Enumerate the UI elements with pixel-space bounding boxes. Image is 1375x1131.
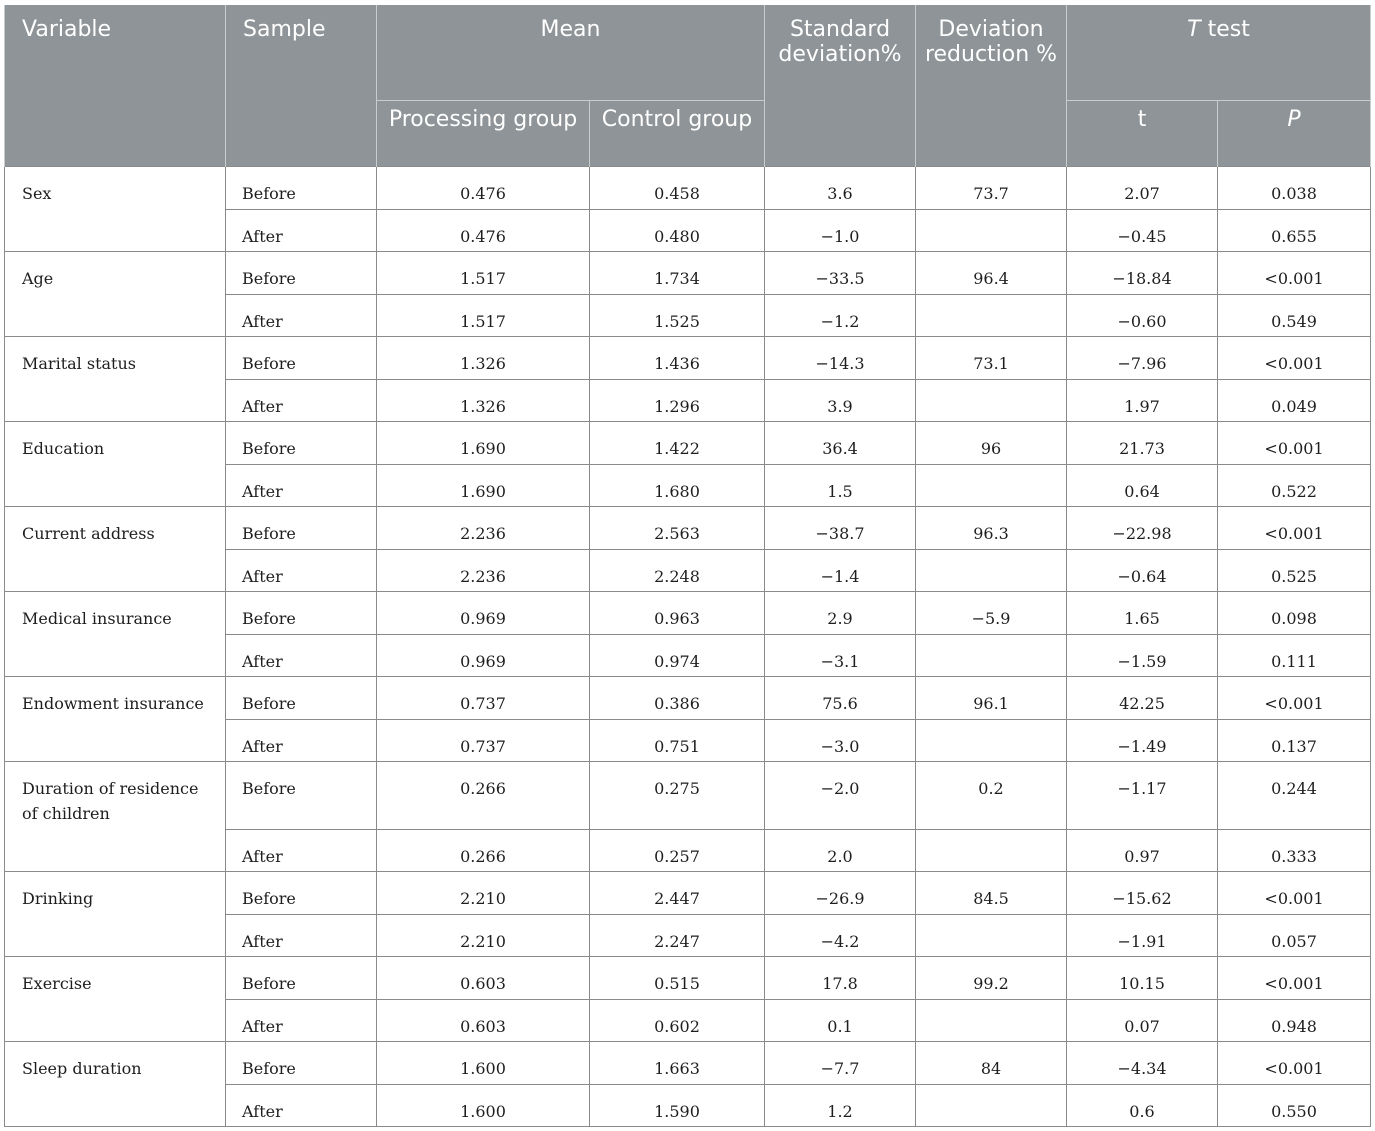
processing-group-cell: 0.969: [377, 634, 590, 676]
header-t-test: [1067, 5, 1371, 100]
sample-cell: After: [226, 634, 377, 676]
processing-group-cell: 0.476: [377, 166, 590, 209]
deviation-reduction-cell: −5.9: [916, 591, 1067, 634]
deviation-reduction-cell: [916, 379, 1067, 421]
standard-deviation-cell: −1.4: [765, 549, 916, 591]
standard-deviation-cell: 3.9: [765, 379, 916, 421]
p-value-cell: <0.001: [1218, 676, 1371, 719]
table-row: [5, 591, 1371, 634]
standard-deviation-cell: 0.1: [765, 999, 916, 1041]
t-value-cell: −0.45: [1067, 209, 1218, 251]
standard-deviation-cell: −3.1: [765, 634, 916, 676]
sample-cell: After: [226, 1084, 377, 1126]
p-value-cell: 0.655: [1218, 209, 1371, 251]
variable-cell: Sleep duration: [5, 1041, 226, 1126]
t-value-cell: −1.17: [1067, 761, 1218, 829]
t-value-cell: 0.97: [1067, 829, 1218, 871]
control-group-cell: 2.563: [590, 506, 765, 549]
p-value-cell: <0.001: [1218, 336, 1371, 379]
deviation-reduction-cell: 96.1: [916, 676, 1067, 719]
variable-cell: Endowment insurance: [5, 676, 226, 761]
control-group-cell: 1.734: [590, 251, 765, 294]
deviation-reduction-cell: 73.1: [916, 336, 1067, 379]
table-row: [5, 956, 1371, 999]
deviation-reduction-cell: [916, 209, 1067, 251]
t-value-cell: −18.84: [1067, 251, 1218, 294]
processing-group-cell: 1.600: [377, 1041, 590, 1084]
p-value-cell: 0.522: [1218, 464, 1371, 506]
sample-cell: Before: [226, 871, 377, 914]
balance-test-table: [4, 5, 1371, 1127]
sample-cell: After: [226, 209, 377, 251]
control-group-cell: 1.296: [590, 379, 765, 421]
processing-group-cell: 0.603: [377, 956, 590, 999]
processing-group-cell: 0.476: [377, 209, 590, 251]
table-row: [5, 1041, 1371, 1084]
header-processing-group: Processing group: [377, 100, 590, 166]
sample-cell: After: [226, 719, 377, 761]
deviation-reduction-cell: [916, 914, 1067, 956]
control-group-cell: 0.963: [590, 591, 765, 634]
standard-deviation-cell: 75.6: [765, 676, 916, 719]
p-value-cell: 0.244: [1218, 761, 1371, 829]
standard-deviation-cell: −1.2: [765, 294, 916, 336]
t-value-cell: −7.96: [1067, 336, 1218, 379]
sample-cell: After: [226, 914, 377, 956]
header-mean: Mean: [377, 5, 765, 100]
control-group-cell: 1.680: [590, 464, 765, 506]
deviation-reduction-cell: [916, 294, 1067, 336]
processing-group-cell: 1.326: [377, 336, 590, 379]
p-value-cell: 0.550: [1218, 1084, 1371, 1126]
t-value-cell: 0.6: [1067, 1084, 1218, 1126]
processing-group-cell: 2.236: [377, 549, 590, 591]
table-row: [5, 676, 1371, 719]
sample-cell: After: [226, 829, 377, 871]
standard-deviation-cell: 17.8: [765, 956, 916, 999]
t-value-cell: 21.73: [1067, 421, 1218, 464]
deviation-reduction-cell: [916, 999, 1067, 1041]
standard-deviation-cell: −26.9: [765, 871, 916, 914]
deviation-reduction-cell: 96: [916, 421, 1067, 464]
standard-deviation-cell: −38.7: [765, 506, 916, 549]
variable-cell: Exercise: [5, 956, 226, 1041]
table-row: [5, 871, 1371, 914]
control-group-cell: 0.602: [590, 999, 765, 1041]
standard-deviation-cell: −3.0: [765, 719, 916, 761]
t-value-cell: 10.15: [1067, 956, 1218, 999]
processing-group-cell: 1.690: [377, 464, 590, 506]
deviation-reduction-cell: 96.3: [916, 506, 1067, 549]
processing-group-cell: 2.210: [377, 914, 590, 956]
deviation-reduction-cell: 96.4: [916, 251, 1067, 294]
standard-deviation-cell: −2.0: [765, 761, 916, 829]
p-value-cell: 0.137: [1218, 719, 1371, 761]
t-value-cell: 2.07: [1067, 166, 1218, 209]
control-group-cell: 2.247: [590, 914, 765, 956]
deviation-reduction-cell: [916, 549, 1067, 591]
t-value-cell: −1.59: [1067, 634, 1218, 676]
sample-cell: Before: [226, 421, 377, 464]
standard-deviation-cell: 36.4: [765, 421, 916, 464]
variable-cell: Marital status: [5, 336, 226, 421]
deviation-reduction-cell: 99.2: [916, 956, 1067, 999]
control-group-cell: 0.480: [590, 209, 765, 251]
control-group-cell: 1.436: [590, 336, 765, 379]
sample-cell: Before: [226, 166, 377, 209]
processing-group-cell: 1.600: [377, 1084, 590, 1126]
control-group-cell: 1.590: [590, 1084, 765, 1126]
sample-cell: Before: [226, 676, 377, 719]
control-group-cell: 0.386: [590, 676, 765, 719]
control-group-cell: 2.248: [590, 549, 765, 591]
p-value-cell: 0.057: [1218, 914, 1371, 956]
sample-cell: Before: [226, 1041, 377, 1084]
table-row: [5, 336, 1371, 379]
processing-group-cell: 0.737: [377, 676, 590, 719]
sample-cell: Before: [226, 761, 377, 829]
variable-cell: Current address: [5, 506, 226, 591]
p-value-cell: <0.001: [1218, 251, 1371, 294]
header-t: t: [1067, 100, 1218, 166]
t-value-cell: 0.64: [1067, 464, 1218, 506]
control-group-cell: 0.275: [590, 761, 765, 829]
table-row: [5, 251, 1371, 294]
t-value-cell: 1.65: [1067, 591, 1218, 634]
processing-group-cell: 2.236: [377, 506, 590, 549]
sample-cell: Before: [226, 956, 377, 999]
standard-deviation-cell: 2.9: [765, 591, 916, 634]
table-row: [5, 761, 1371, 829]
standard-deviation-cell: −1.0: [765, 209, 916, 251]
control-group-cell: 2.447: [590, 871, 765, 914]
variable-cell: Drinking: [5, 871, 226, 956]
control-group-cell: 0.515: [590, 956, 765, 999]
standard-deviation-cell: −33.5: [765, 251, 916, 294]
p-value-cell: 0.333: [1218, 829, 1371, 871]
header-sample: Sample: [226, 5, 377, 166]
sample-cell: After: [226, 464, 377, 506]
processing-group-cell: 0.737: [377, 719, 590, 761]
t-value-cell: −0.64: [1067, 549, 1218, 591]
control-group-cell: 0.458: [590, 166, 765, 209]
standard-deviation-cell: 3.6: [765, 166, 916, 209]
variable-cell: Duration of residence of children: [5, 761, 226, 871]
standard-deviation-cell: 1.2: [765, 1084, 916, 1126]
deviation-reduction-cell: 0.2: [916, 761, 1067, 829]
processing-group-cell: 1.517: [377, 251, 590, 294]
deviation-reduction-cell: [916, 719, 1067, 761]
t-value-cell: −0.60: [1067, 294, 1218, 336]
sample-cell: After: [226, 549, 377, 591]
variable-cell: Education: [5, 421, 226, 506]
table-row: [5, 166, 1371, 209]
processing-group-cell: 0.603: [377, 999, 590, 1041]
deviation-reduction-cell: 84: [916, 1041, 1067, 1084]
p-value-cell: 0.549: [1218, 294, 1371, 336]
p-value-cell: 0.038: [1218, 166, 1371, 209]
processing-group-cell: 0.266: [377, 829, 590, 871]
deviation-reduction-cell: 73.7: [916, 166, 1067, 209]
control-group-cell: 1.525: [590, 294, 765, 336]
control-group-cell: 0.257: [590, 829, 765, 871]
p-value-cell: <0.001: [1218, 1041, 1371, 1084]
sample-cell: Before: [226, 336, 377, 379]
p-value-cell: 0.525: [1218, 549, 1371, 591]
p-value-cell: <0.001: [1218, 956, 1371, 999]
deviation-reduction-cell: [916, 829, 1067, 871]
sample-cell: After: [226, 379, 377, 421]
p-value-cell: <0.001: [1218, 506, 1371, 549]
header-deviation-reduction: Deviation reduction %: [916, 5, 1067, 166]
sample-cell: Before: [226, 251, 377, 294]
p-value-cell: 0.049: [1218, 379, 1371, 421]
t-value-cell: −1.49: [1067, 719, 1218, 761]
p-value-cell: 0.111: [1218, 634, 1371, 676]
variable-cell: Medical insurance: [5, 591, 226, 676]
sample-cell: After: [226, 999, 377, 1041]
header-variable: Variable: [5, 5, 226, 166]
p-value-cell: 0.098: [1218, 591, 1371, 634]
standard-deviation-cell: −7.7: [765, 1041, 916, 1084]
p-value-cell: 0.948: [1218, 999, 1371, 1041]
p-value-cell: <0.001: [1218, 421, 1371, 464]
deviation-reduction-cell: [916, 1084, 1067, 1126]
t-value-cell: 1.97: [1067, 379, 1218, 421]
deviation-reduction-cell: 84.5: [916, 871, 1067, 914]
table-row: [5, 421, 1371, 464]
processing-group-cell: 2.210: [377, 871, 590, 914]
processing-group-cell: 1.326: [377, 379, 590, 421]
p-value-cell: <0.001: [1218, 871, 1371, 914]
t-value-cell: 42.25: [1067, 676, 1218, 719]
variable-cell: Age: [5, 251, 226, 336]
processing-group-cell: 1.690: [377, 421, 590, 464]
variable-cell: Sex: [5, 166, 226, 251]
processing-group-cell: 1.517: [377, 294, 590, 336]
t-value-cell: −22.98: [1067, 506, 1218, 549]
control-group-cell: 0.974: [590, 634, 765, 676]
standard-deviation-cell: 1.5: [765, 464, 916, 506]
table-body: [5, 166, 1371, 1126]
processing-group-cell: 0.266: [377, 761, 590, 829]
standard-deviation-cell: 2.0: [765, 829, 916, 871]
deviation-reduction-cell: [916, 634, 1067, 676]
deviation-reduction-cell: [916, 464, 1067, 506]
header-p: P: [1218, 100, 1371, 166]
sample-cell: Before: [226, 506, 377, 549]
sample-cell: After: [226, 294, 377, 336]
header-standard-deviation: Standard deviation%: [765, 5, 916, 166]
control-group-cell: 1.663: [590, 1041, 765, 1084]
control-group-cell: 1.422: [590, 421, 765, 464]
t-value-cell: −1.91: [1067, 914, 1218, 956]
table-header: [5, 5, 1371, 166]
t-value-cell: −15.62: [1067, 871, 1218, 914]
t-value-cell: 0.07: [1067, 999, 1218, 1041]
standard-deviation-cell: −14.3: [765, 336, 916, 379]
t-value-cell: −4.34: [1067, 1041, 1218, 1084]
standard-deviation-cell: −4.2: [765, 914, 916, 956]
control-group-cell: 0.751: [590, 719, 765, 761]
processing-group-cell: 0.969: [377, 591, 590, 634]
header-control-group: Control group: [590, 100, 765, 166]
sample-cell: Before: [226, 591, 377, 634]
header-t-test-label: T test: [1187, 17, 1250, 42]
table-row: [5, 506, 1371, 549]
